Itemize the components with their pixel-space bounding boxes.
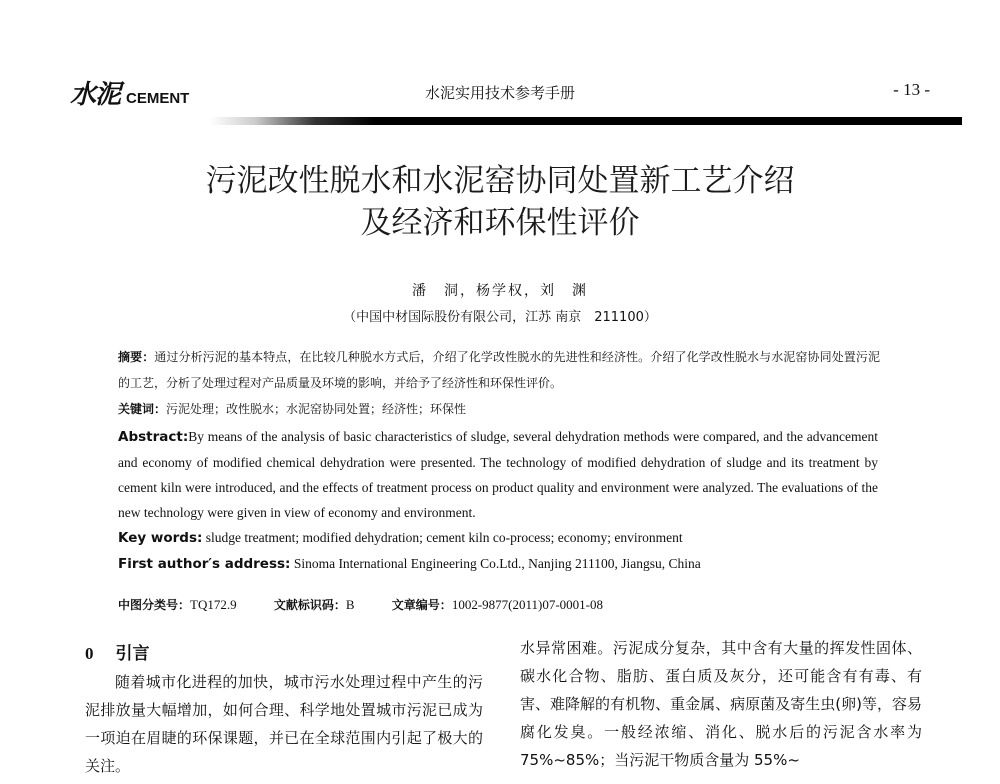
section-number: 0 xyxy=(85,644,94,663)
article-number: 1002-9877(2011)07-0001-08 xyxy=(451,597,603,612)
keywords-cn-text: 污泥处理；改性脱水；水泥窑协同处置；经济性；环保性 xyxy=(166,402,467,416)
running-header: 水泥实用技术参考手册 xyxy=(424,84,575,102)
keywords-en xyxy=(118,525,878,551)
author-address xyxy=(118,551,878,577)
keywords-en-label: Key words: xyxy=(118,530,203,546)
section-title: 引言 xyxy=(115,644,150,664)
keywords-en-text: sludge treatment; modified dehydration; cement kiln co-process; economy; environment xyxy=(205,530,683,545)
section-heading xyxy=(85,640,483,668)
title-line-1: 污泥改性脱水和水泥窑协同处置新工艺介绍 xyxy=(205,163,795,199)
abstract-cn-label: 摘要： xyxy=(118,350,155,364)
clc-number: TQ172.9 xyxy=(190,597,237,612)
abstract-en xyxy=(118,424,878,525)
header-rule xyxy=(210,117,962,125)
logo-en: CEMENT xyxy=(126,90,190,107)
paper-title xyxy=(0,160,1000,244)
chinese-abstract-block xyxy=(118,344,880,422)
clc-label: 中图分类号： xyxy=(118,598,191,612)
article-number-label: 文章编号： xyxy=(391,598,452,612)
title-line-2: 及经济和环保性评价 xyxy=(360,205,640,241)
abstract-cn-text: 通过分析污泥的基本特点，在比较几种脱水方式后，介绍了化学改性脱水的先进性和经济性。介绍了化学改性脱水与水泥窑协同处置污泥的工艺，分析了处理过程对产品质量及环境的影响，并给予了经济性和环保性评价。 xyxy=(118,350,880,390)
left-column xyxy=(85,640,483,780)
address-label: First author′s address: xyxy=(118,556,291,572)
doc-code-label: 文献标识码： xyxy=(273,598,346,612)
keywords-cn-label: 关键词： xyxy=(118,402,167,416)
address-text: Sinoma International Engineering Co.Ltd., Nanjing 211100, Jiangsu, China xyxy=(293,556,701,571)
logo-cn: 水泥 xyxy=(70,80,121,110)
abstract-en-text: By means of the analysis of basic characteristics of sludge, several dehydration methods were compared, and the advancement and economy of modified chemical dehydration were presented. The technology of modified dehydration of sludge and its treatment by cement kiln were introduced, and the effects of treatment process on product quality and environment were analyzed. The evaluations of the new technology were given in view of economy and environment. xyxy=(118,429,878,520)
page-number: - 13 - xyxy=(893,80,930,99)
doc-code: B xyxy=(345,597,355,612)
right-column xyxy=(520,634,922,774)
english-abstract-block xyxy=(118,424,878,577)
affiliation: （中国中材国际股份有限公司，江苏 南京 211100） xyxy=(343,310,657,325)
body-paragraph: 水异常困难。污泥成分复杂，其中含有大量的挥发性固体、碳水化合物、脂肪、蛋白质及灰分，还可能含有有毒、有害、难降解的有机物、重金属、病原菌及寄生虫(卵)等，容易腐化发臭。一般经浓缩、消化、脱水后的污泥含水率为 75%~85%；当污泥干物质含量为 55%~ xyxy=(520,639,922,769)
abstract-cn xyxy=(118,344,880,396)
abstract-en-label: Abstract: xyxy=(118,429,189,445)
classification-line xyxy=(118,596,637,613)
authors: 潘 洞，杨学权，刘 渊 xyxy=(412,283,588,299)
body-paragraph: 随着城市化进程的加快，城市污水处理过程中产生的污泥排放量大幅增加，如何合理、科学地处置城市污泥已成为一项迫在眉睫的环保课题，并已在全球范围内引起了极大的关注。 xyxy=(85,673,483,775)
keywords-cn xyxy=(118,396,880,422)
